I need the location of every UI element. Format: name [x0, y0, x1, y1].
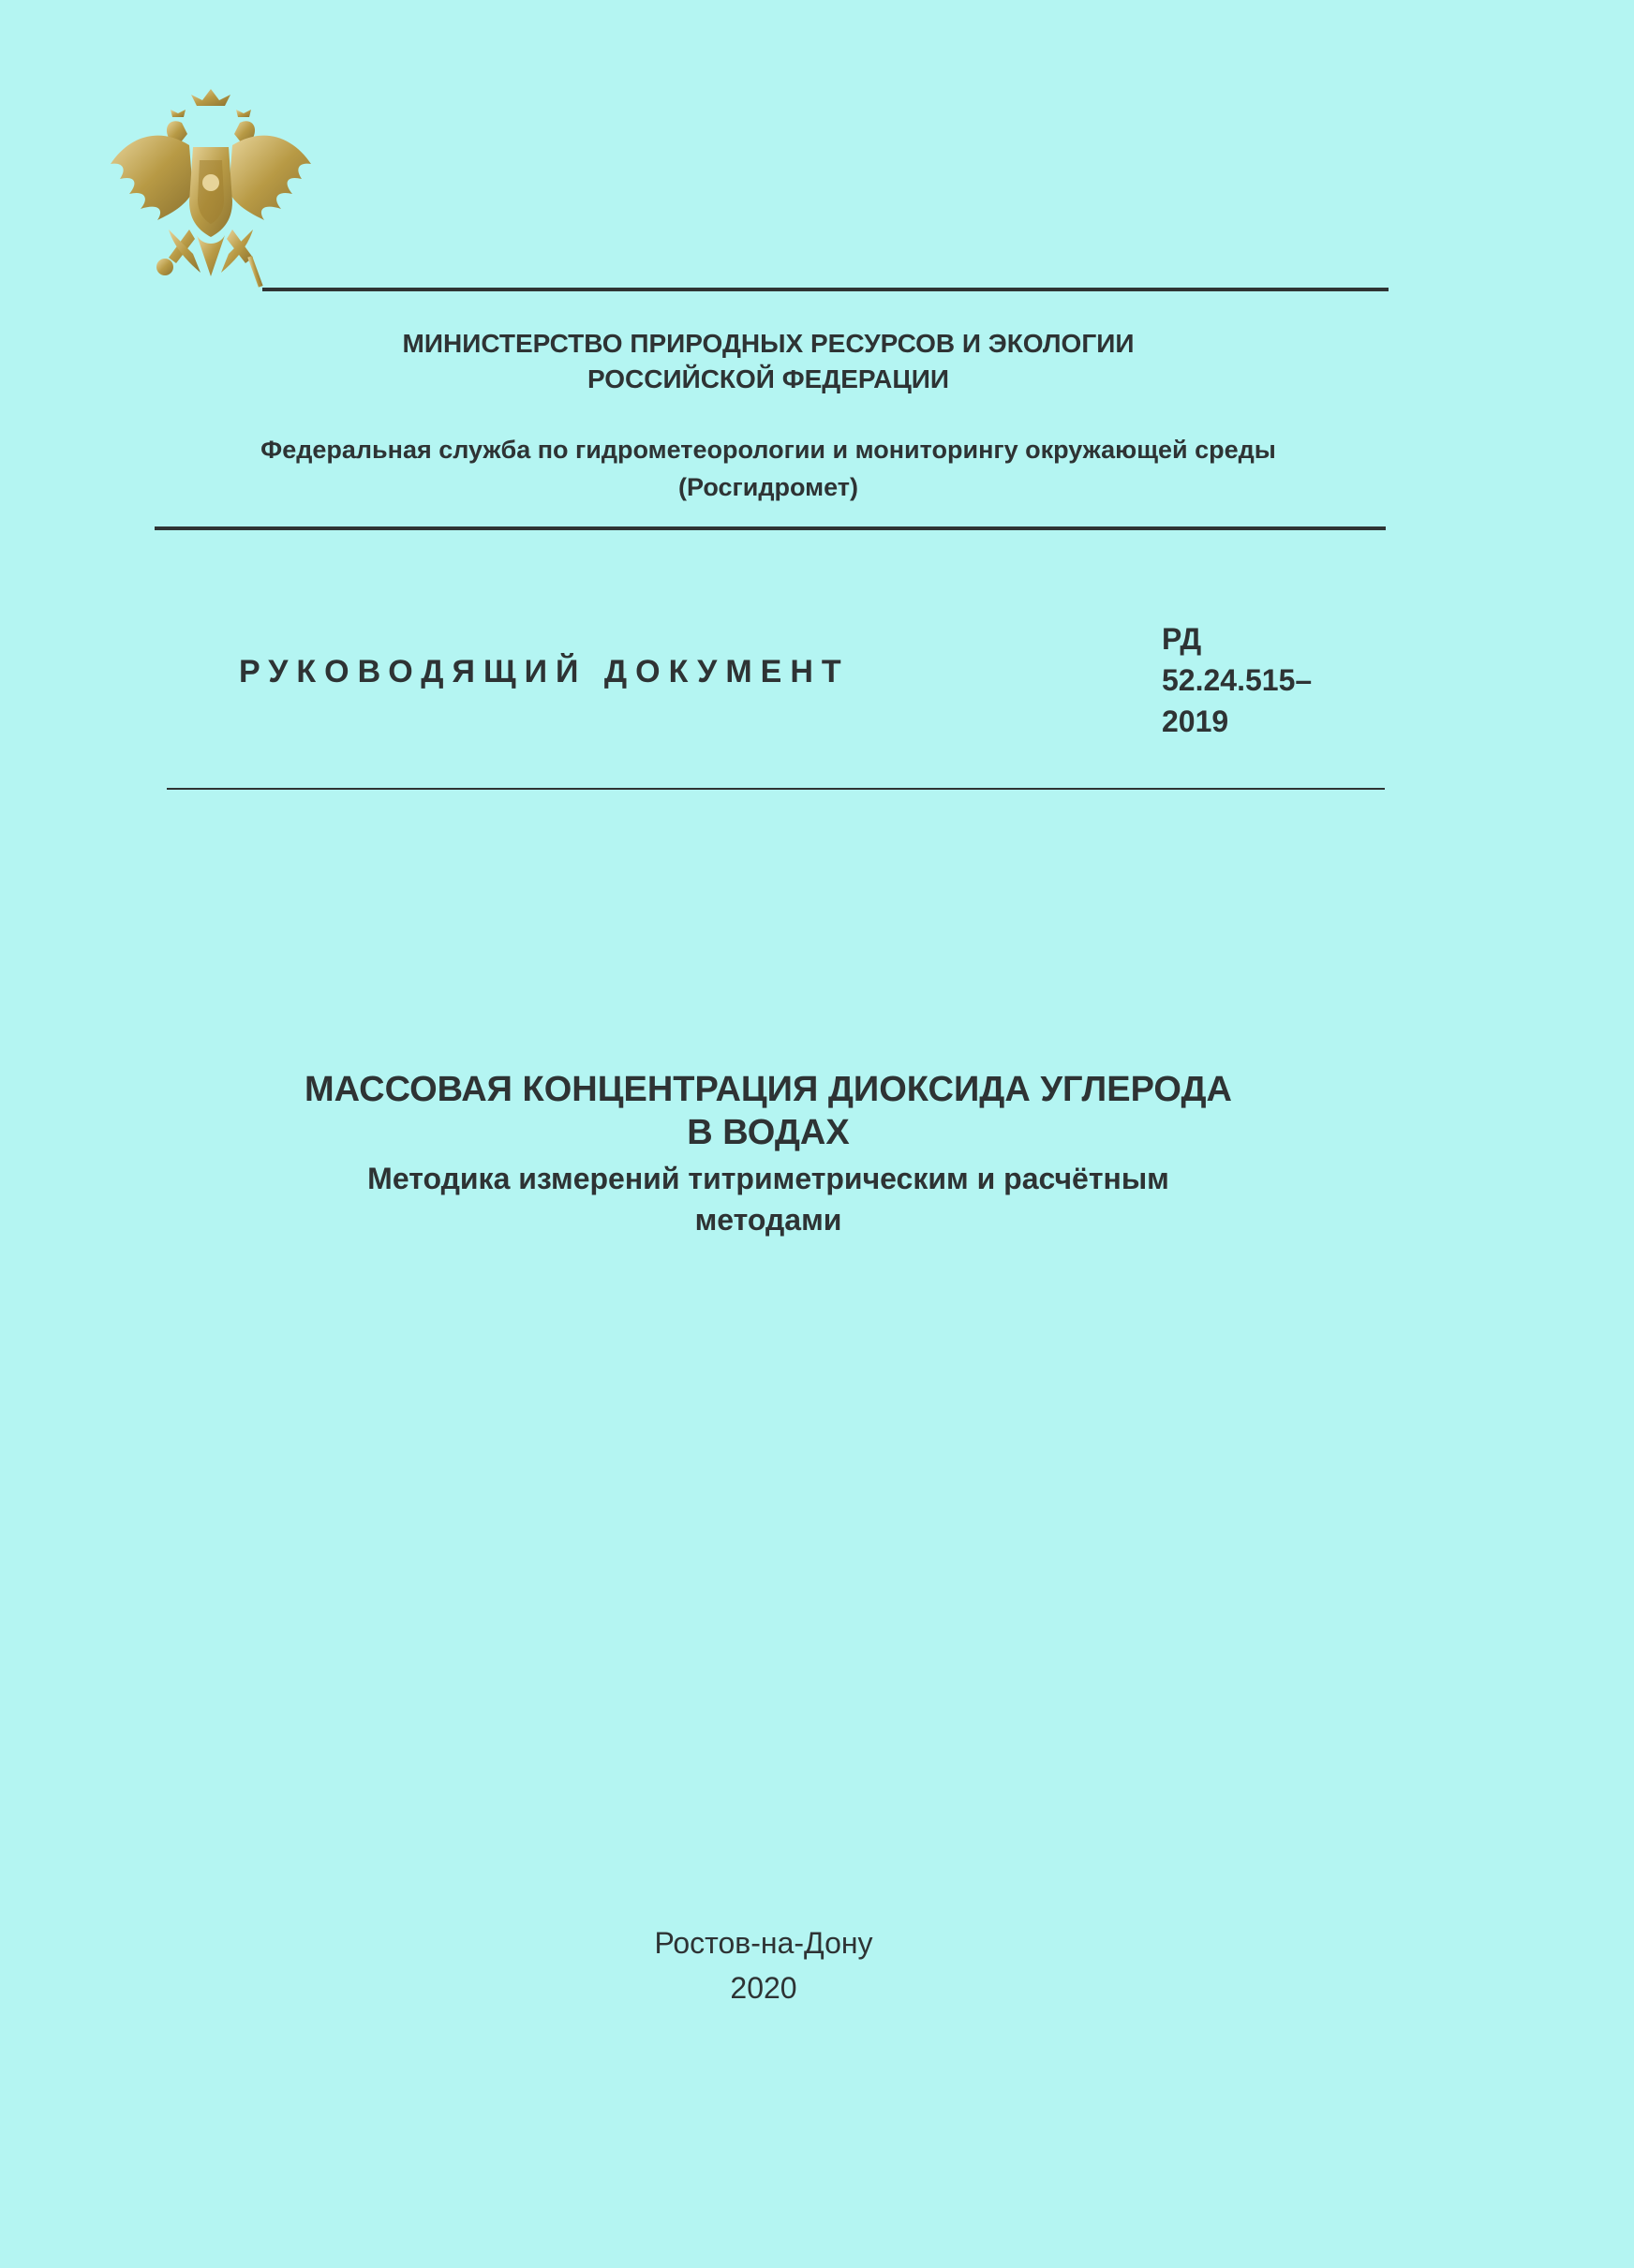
document-number-rule	[167, 788, 1385, 790]
publication-city: Ростов-на-Дону	[654, 1926, 873, 1960]
document-subtitle	[0, 1158, 1537, 1240]
header-bottom-rule	[155, 526, 1386, 530]
title-line-1: МАССОВАЯ КОНЦЕНТРАЦИЯ ДИОКСИДА УГЛЕРОДА	[305, 1070, 1232, 1109]
service-line-2: (Росгидромет)	[678, 473, 858, 501]
publication-year: 2020	[730, 1971, 797, 2005]
header-top-rule	[262, 288, 1389, 291]
document-type-label: РУКОВОДЯЩИЙ ДОКУМЕНТ	[239, 654, 850, 689]
ministry-line-2: РОССИЙСКОЙ ФЕДЕРАЦИИ	[587, 364, 950, 393]
publication-info	[0, 1920, 1527, 2010]
subtitle-line-1: Методика измерений титриметрическим и расчётным	[367, 1162, 1169, 1195]
service-line-1: Федеральная служба по гидрометеорологии и мониторингу окружающей среды	[260, 436, 1276, 464]
title-line-2: В ВОДАХ	[687, 1113, 850, 1152]
document-number-line-3: 2019	[1162, 704, 1229, 738]
double-headed-eagle-emblem-icon	[103, 89, 319, 304]
document-title	[0, 1068, 1537, 1154]
service-name	[0, 431, 1537, 506]
subtitle-line-2: методами	[694, 1203, 842, 1237]
document-number-line-1: РД	[1162, 622, 1202, 656]
document-number-line-2: 52.24.515–	[1162, 663, 1313, 697]
ministry-name	[0, 326, 1537, 397]
ministry-line-1: МИНИСТЕРСТВО ПРИРОДНЫХ РЕСУРСОВ И ЭКОЛОГИИ	[402, 329, 1135, 358]
document-number	[1162, 618, 1312, 742]
